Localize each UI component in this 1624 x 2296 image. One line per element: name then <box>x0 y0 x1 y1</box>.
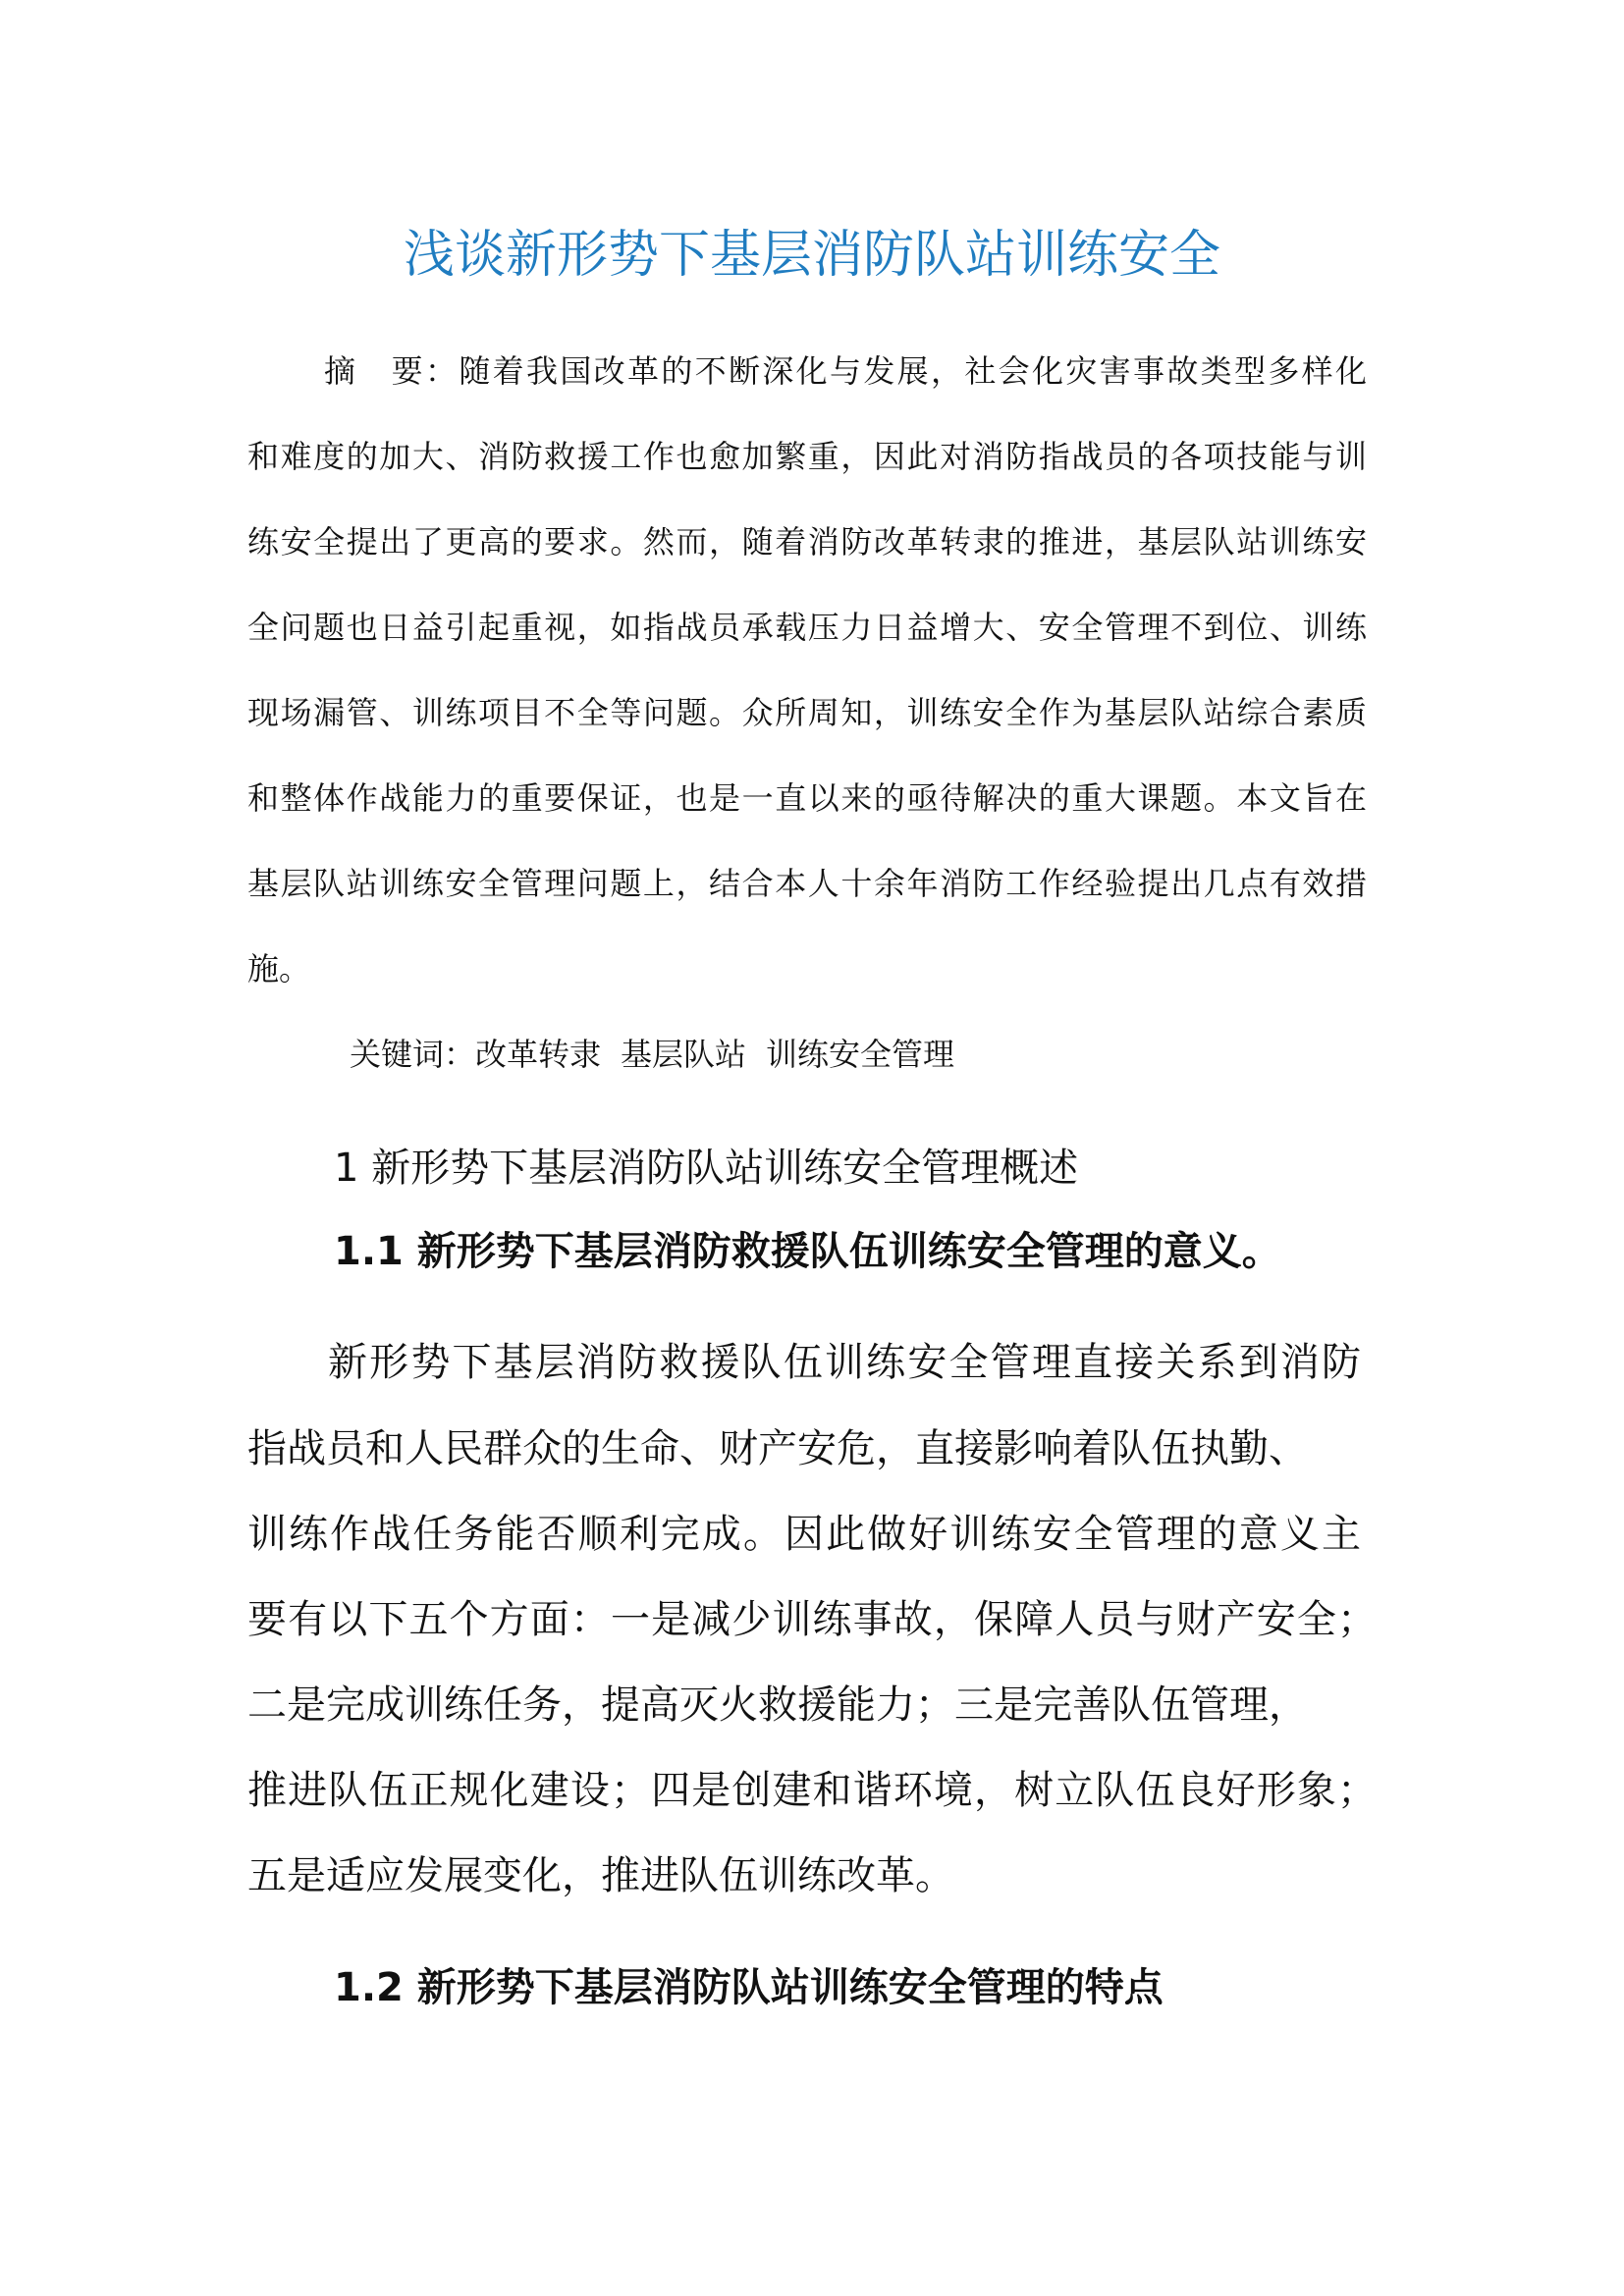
abstract-line <box>324 351 1367 391</box>
keyword: 基层队站 <box>621 1036 747 1073</box>
keyword: 改革转隶 <box>475 1036 602 1073</box>
abstract-text: 随着我国改革的不断深化与发展，社会化灾害事故类型多样化 <box>459 352 1367 390</box>
abstract-line: 基层队站训练安全管理问题上，结合本人十余年消防工作经验提出几点有效措 <box>247 865 1367 902</box>
abstract-line: 和整体作战能力的重要保证，也是一直以来的亟待解决的重大课题。本文旨在 <box>247 779 1367 817</box>
body-line: 新形势下基层消防救援队伍训练安全管理直接关系到消防 <box>328 1340 1361 1385</box>
keywords <box>350 1035 974 1074</box>
body-line: 推进队伍正规化建设；四是创建和谐环境，树立队伍良好形象； <box>247 1768 1377 1813</box>
body-line: 要有以下五个方面：一是减少训练事故，保障人员与财产安全； <box>247 1597 1377 1642</box>
abstract-line: 现场漏管、训练项目不全等问题。众所周知，训练安全作为基层队站综合素质 <box>247 694 1367 731</box>
abstract-label: 摘 要： <box>324 352 460 390</box>
body-line: 五是适应发展变化，推进队伍训练改革。 <box>247 1853 954 1898</box>
body-line: 训练作战任务能否顺利完成。因此做好训练安全管理的意义主 <box>247 1512 1361 1557</box>
keywords-label: 关键词： <box>350 1036 476 1073</box>
section-heading-1-1: 1.1 新形势下基层消防救援队伍训练安全管理的意义。 <box>334 1229 1281 1274</box>
section-heading-1-2: 1.2 新形势下基层消防队站训练安全管理的特点 <box>334 1965 1164 2010</box>
abstract-line: 练安全提出了更高的要求。然而，随着消防改革转隶的推进，基层队站训练安 <box>247 523 1367 561</box>
section-heading-1: 1 新形势下基层消防队站训练安全管理概述 <box>334 1146 1079 1191</box>
body-line: 指战员和人民群众的生命、财产安危，直接影响着队伍执勤、 <box>247 1426 1308 1471</box>
abstract-line: 和难度的加大、消防救援工作也愈加繁重，因此对消防指战员的各项技能与训 <box>247 438 1367 475</box>
body-line: 二是完成训练任务，提高灭火救援能力；三是完善队伍管理， <box>247 1682 1308 1728</box>
keyword: 训练安全管理 <box>766 1036 955 1073</box>
document-title: 浅谈新形势下基层消防队站训练安全 <box>403 226 1220 285</box>
abstract-line: 施。 <box>247 950 311 988</box>
abstract-line: 全问题也日益引起重视，如指战员承载压力日益增大、安全管理不到位、训练 <box>247 609 1367 646</box>
